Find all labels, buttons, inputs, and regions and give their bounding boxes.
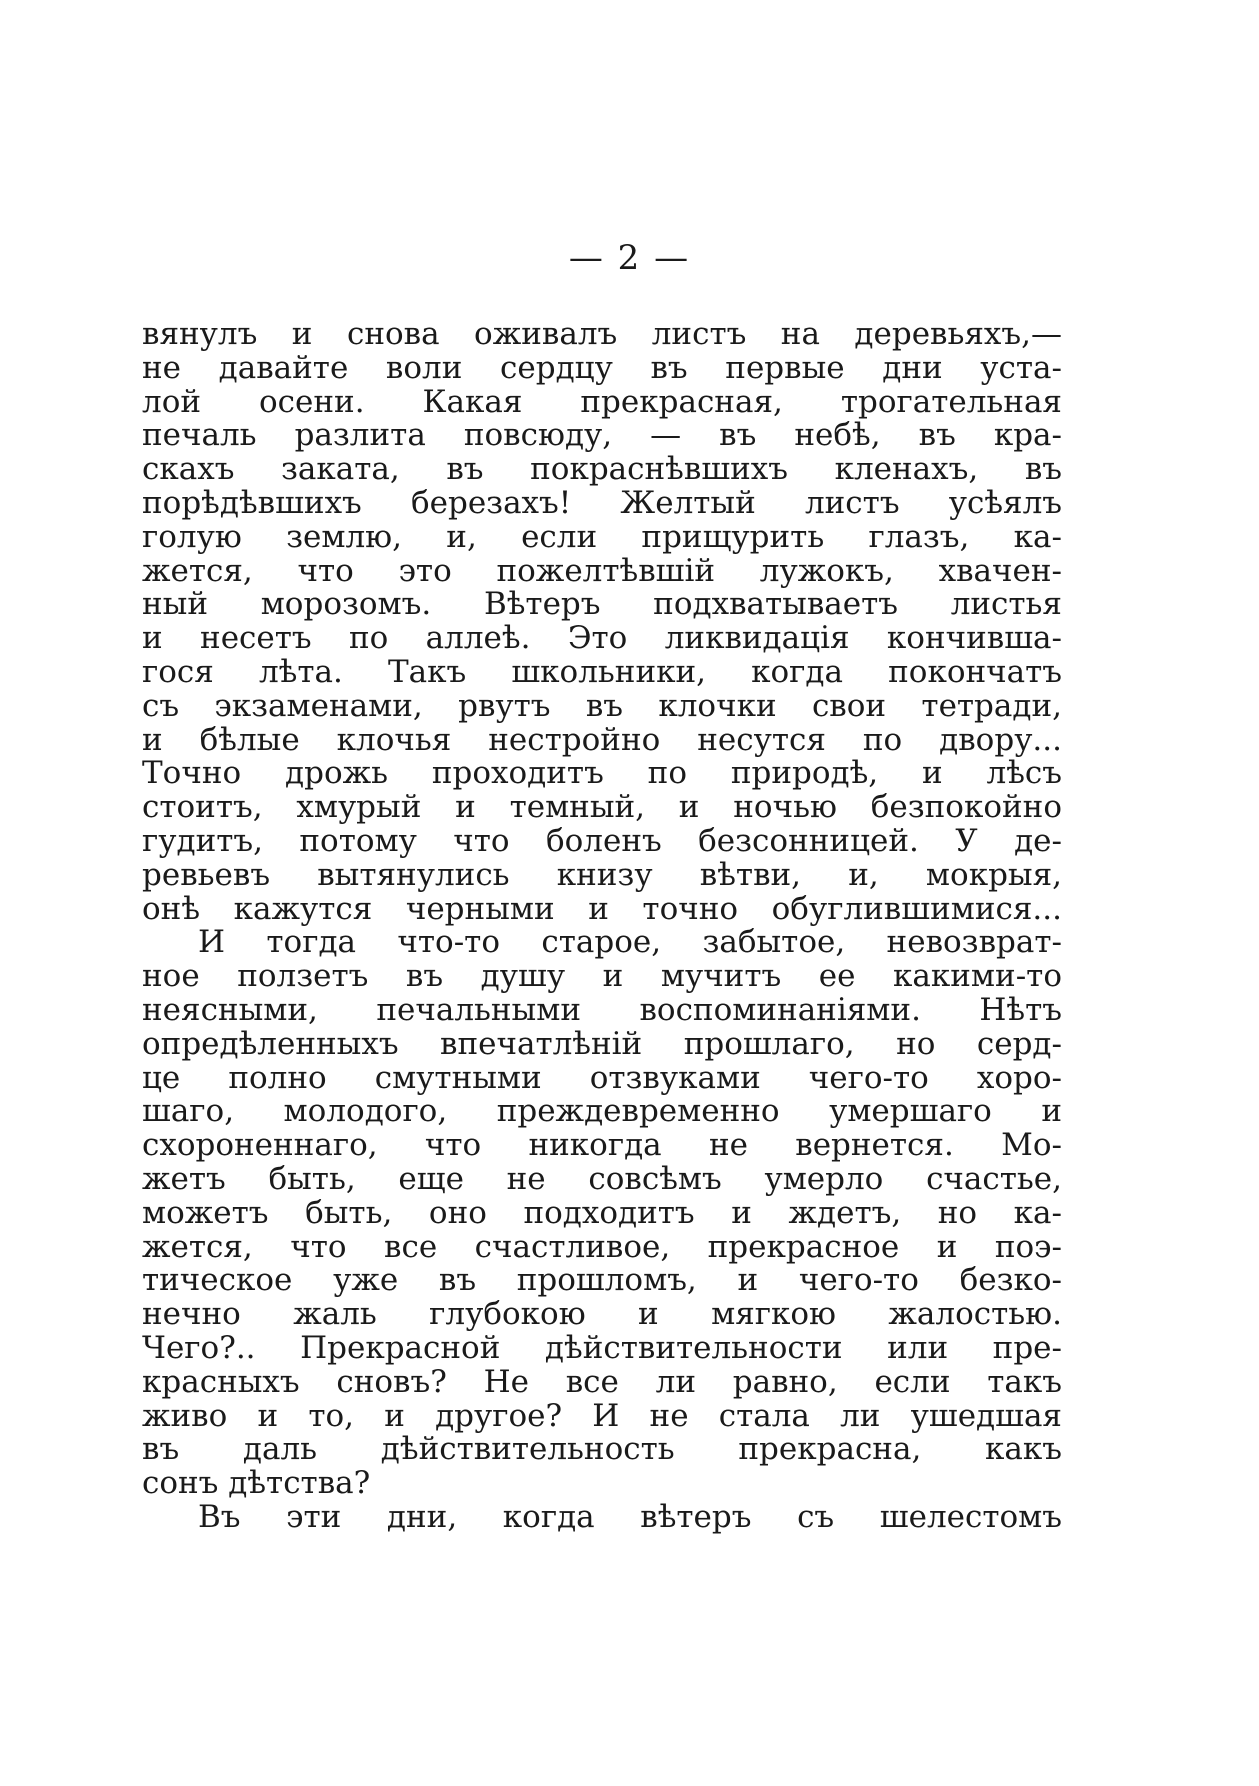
text-line: тическое уже въ прошломъ, и чего-то безко- [142,1262,1062,1299]
text-line: лой осени. Какая прекрасная, трогательная [142,383,1062,420]
text-line: опредѣленныхъ впечатлѣній прошлаго, но серд- [142,1025,1062,1062]
text-line: И тогда что-то старое, забытое, невозврат- [198,924,1062,961]
text-line: шаго, молодого, преждевременно умершаго и [142,1093,1062,1130]
text-line: красныхъ сновъ? Не все ли равно, если такъ [142,1363,1062,1400]
text-line: жется, что все счастливое, прекрасное и поэ- [142,1228,1062,1265]
text-line: въ даль дѣйствительность прекрасна, какъ [142,1431,1062,1468]
text-line: печаль разлита повсюду, — въ небѣ, въ кра- [142,417,1062,454]
text-line: нечно жаль глубокою и мягкою жалостью. [142,1296,1062,1333]
text-line: скахъ заката, въ покраснѣвшихъ кленахъ, въ [142,451,1062,488]
text-line: стоитъ, хмурый и темный, и ночью безпокойно [142,789,1062,826]
body-text [142,318,1062,1535]
text-line: вянулъ и снова оживалъ листъ на деревьяхъ,— [142,316,1062,352]
page-number: — 2 — [568,238,691,278]
text-line: Чего?.. Прекрасной дѣйствительности или пре- [142,1329,1062,1366]
text-line: неясными, печальными воспоминаніями. Нѣтъ [142,991,1062,1028]
text-line: жетъ быть, еще не совсѣмъ умерло счастье, [142,1160,1062,1197]
text-line: не давайте воли сердцу въ первые дни уста- [142,349,1062,386]
text-line: жется, что это пожелтѣвшій лужокъ, хвачен- [142,552,1062,589]
text-line: живо и то, и другое? И не стала ли ушедшая [142,1397,1062,1434]
text-line: голую землю, и, если прищурить глазъ, ка- [142,518,1062,555]
text-line: и несетъ по аллеѣ. Это ликвидація кончивша- [142,620,1062,657]
text-line: ное ползетъ въ душу и мучитъ ее какими-то [142,958,1062,995]
text-line: Точно дрожь проходитъ по природѣ, и лѣсъ [142,755,1062,792]
text-line: схороненнаго, что никогда не вернется. Мо- [142,1127,1062,1164]
text-line: съ экзаменами, рвутъ въ клочки свои тетради, [142,687,1062,724]
text-line: Въ эти дни, когда вѣтеръ съ шелестомъ [198,1498,1062,1535]
text-line: ный морозомъ. Вѣтеръ подхватываетъ листья [142,586,1062,623]
text-line: гудитъ, потому что боленъ безсонницей. У де- [142,822,1062,859]
text-line: онѣ кажутся черными и точно обуглившимися... [142,890,1062,927]
text-line: гося лѣта. Такъ школьники, когда покончатъ [142,653,1062,690]
text-line: и бѣлые клочья нестройно несутся по двору... [142,721,1062,758]
text-line: можетъ быть, оно подходитъ и ждетъ, но ка- [142,1194,1062,1231]
text-line: це полно смутными отзвуками чего-то хоро- [142,1059,1062,1096]
text-line: ревьевъ вытянулись книзу вѣтви, и, мокрыя, [142,856,1062,893]
text-line: сонъ дѣтства? [142,1465,371,1502]
text-line: порѣдѣвшихъ березахъ! Желтый листъ усѣялъ [142,484,1062,521]
